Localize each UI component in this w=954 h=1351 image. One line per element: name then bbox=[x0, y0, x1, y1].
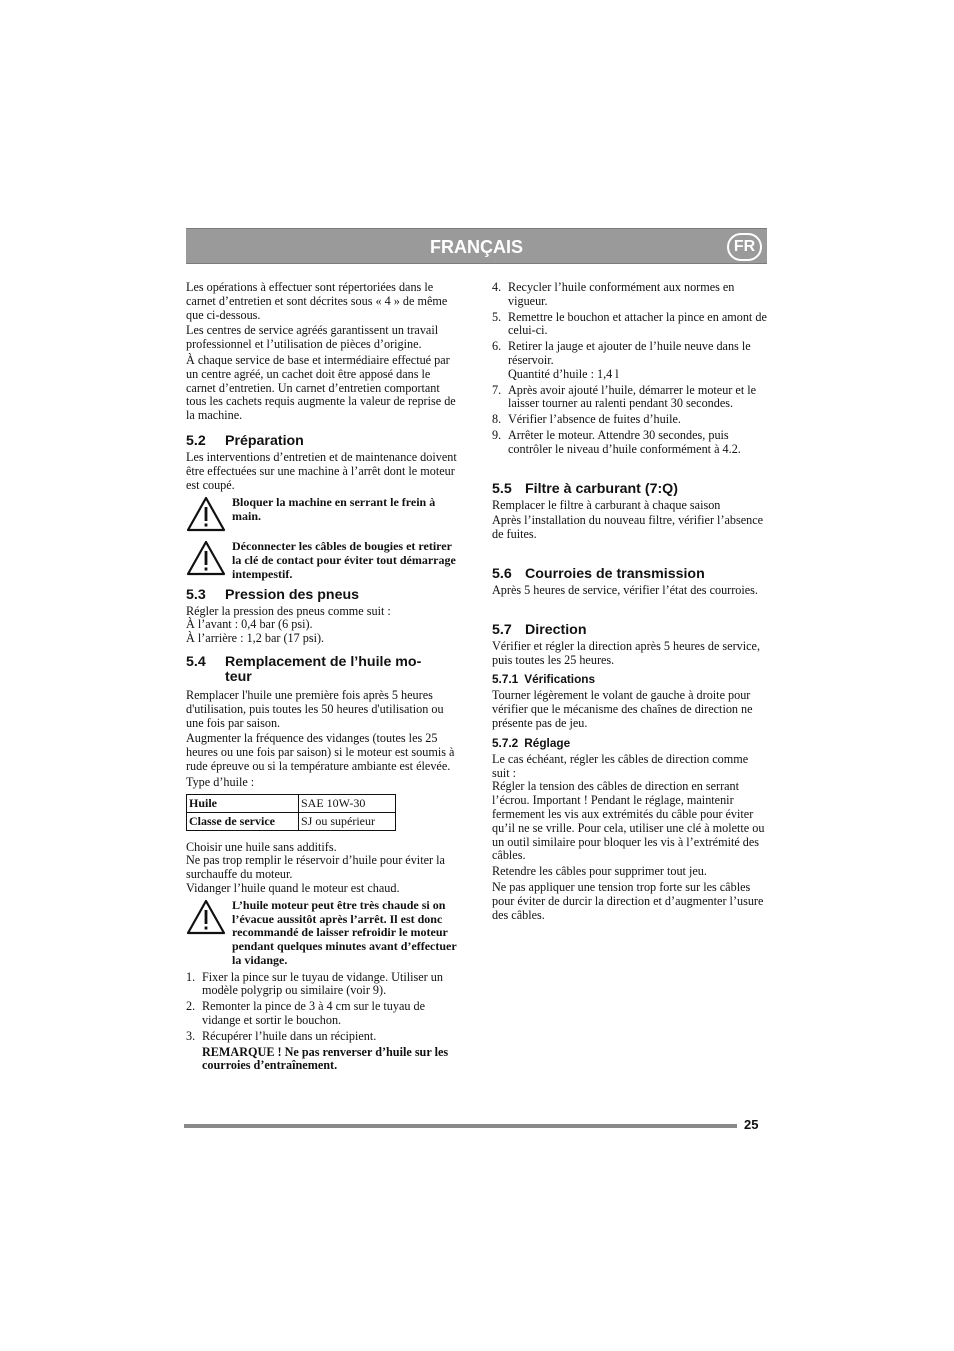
section-5-5-paragraph-1: Remplacer le filtre à carburant à chaque saison bbox=[492, 497, 721, 512]
list-item: 3. Récupérer l’huile dans un récipient. bbox=[186, 1028, 377, 1043]
list-item: 6. Retirer la jauge et ajouter de l’huile neuve dans le réservoir. bbox=[492, 339, 751, 367]
table-cell: Classe de service bbox=[187, 812, 299, 830]
section-5-7-2-paragraph-4: Ne pas appliquer une tension trop forte sur les câbles pour éviter de durcir la direction et d’augmenter l’usure des câbles. bbox=[492, 879, 764, 922]
section-5-4-paragraph-5: Ne pas trop remplir le réservoir d’huile pour éviter la surchauffe du moteur. bbox=[186, 853, 445, 882]
table-row bbox=[187, 794, 396, 812]
oil-quantity: Quantité d’huile : 1,4 l bbox=[508, 366, 619, 381]
footer-rule bbox=[184, 1124, 737, 1128]
tire-pressure-line-2: À l’avant : 0,4 bar (6 psi). bbox=[186, 617, 313, 632]
list-item: 2. Remonter la pince de 3 à 4 cm sur le tuyau de vidange et sortir le bouchon. bbox=[186, 999, 426, 1028]
oil-type-label: Type d’huile : bbox=[186, 774, 255, 789]
warning-block-spark-plugs bbox=[186, 540, 462, 581]
list-item: 7. Après avoir ajouté l’huile, démarrer le moteur et le laisser tourner au ralenti pendant 30 secondes. bbox=[492, 382, 757, 411]
intro-paragraph-2: Les centres de service agréés garantissent un travail professionnel et l’utilisation de pièces d’origine. bbox=[186, 323, 439, 352]
list-item: 5. Remettre le bouchon et attacher la pince en amont de celui-ci. bbox=[492, 309, 767, 338]
table-cell: Huile bbox=[187, 794, 299, 812]
section-5-5-heading: 5.5 Filtre à carburant (7:Q) bbox=[492, 480, 678, 497]
warning-triangle-icon bbox=[186, 496, 232, 536]
intro-paragraph-3: À chaque service de base et intermédiaire effectué par un centre agréé, un cachet doit être apposé dans le carnet d’entretien. Un carnet d’entretien comportant tous les cachets requis augmente la valeur de reprise de la machine. bbox=[186, 352, 456, 423]
section-5-4-paragraph-1: Remplacer l'huile une première fois après 5 heures d'utilisation, puis toutes les 50 heures d'utilisation ou une fois par saison. bbox=[186, 687, 444, 730]
section-5-5-paragraph-2: Après l’installation du nouveau filtre, vérifier l’absence de fuites. bbox=[492, 513, 764, 542]
section-5-7-2-paragraph-1: Le cas échéant, régler les câbles de direction comme suit : bbox=[492, 751, 749, 780]
table-cell: SJ ou supérieur bbox=[299, 812, 396, 830]
table-cell: SAE 10W-30 bbox=[299, 794, 396, 812]
warning-text-brake: Bloquer la machine en serrant le frein à main. bbox=[232, 495, 436, 524]
list-item: 4. Recycler l’huile conformément aux normes en vigueur. bbox=[492, 280, 735, 308]
section-5-6-heading: 5.6 Courroies de transmission bbox=[492, 565, 705, 582]
left-column bbox=[186, 281, 462, 1075]
list-item: 8. Vérifier l’absence de fuites d’huile. bbox=[492, 412, 681, 427]
section-5-4-paragraph-6: Vidanger l’huile quand le moteur est chaud. bbox=[186, 880, 400, 895]
list-item: 1. Fixer la pince sur le tuyau de vidange. Utiliser un modèle polygrip ou similaire (voir 9). bbox=[186, 969, 443, 998]
section-5-4-paragraph-2: Augmenter la fréquence des vidanges (toutes les 25 heures ou une fois par saison) si le moteur est soumis à rude épreuve ou si la température ambiante est élevée. bbox=[186, 731, 455, 773]
language-title: FRANÇAIS bbox=[430, 237, 523, 257]
section-5-7-heading: 5.7 Direction bbox=[492, 621, 587, 638]
warning-block-brake bbox=[186, 496, 462, 536]
warning-block-hot-oil bbox=[186, 899, 462, 968]
page-number: 25 bbox=[744, 1117, 759, 1132]
language-code-badge: FR bbox=[727, 233, 762, 261]
section-5-2-text: Les interventions d’entretien et de maintenance doivent être effectuées sur une machine à l’arrêt dont le moteur est coupé. bbox=[186, 449, 457, 492]
table-row bbox=[187, 812, 396, 830]
remark-note: REMARQUE ! Ne pas renverser d’huile sur les courroies d’entraînement. bbox=[202, 1044, 449, 1073]
tire-pressure-line-3: À l’arrière : 1,2 bar (17 psi). bbox=[186, 631, 325, 646]
warning-triangle-icon bbox=[186, 899, 232, 939]
right-column bbox=[492, 281, 768, 924]
section-5-6-paragraph-1: Après 5 heures de service, vérifier l’état des courroies. bbox=[492, 582, 758, 597]
section-5-7-2-paragraph-3: Retendre les câbles pour supprimer tout jeu. bbox=[492, 864, 707, 879]
section-5-7-paragraph-1: Vérifier et régler la direction après 5 heures de service, puis toutes les 25 heures. bbox=[492, 638, 760, 667]
section-5-4-heading: 5.4 Remplacement de l’huile mo- teur bbox=[186, 653, 422, 685]
section-5-7-2-heading: 5.7.2 Réglage bbox=[492, 735, 571, 750]
warning-text-hot-oil: L’huile moteur peut être très chaude si on l’évacue aussitôt après l’arrêt. Il est donc recommandé de laisser refroidir le moteur pendant quelques minutes avant d’effectuer la vidange. bbox=[232, 897, 457, 967]
language-header-bar bbox=[186, 228, 767, 264]
intro-paragraph-1: Les opérations à effectuer sont répertoriées dans le carnet d’entretien et sont décrites sous « 4 » de même que ci-dessous. bbox=[186, 280, 448, 322]
section-5-2-heading: 5.2 Préparation bbox=[186, 432, 304, 449]
tire-pressure-line-1: Régler la pression des pneus comme suit : bbox=[186, 603, 391, 618]
section-5-7-1-paragraph-1: Tourner légèrement le volant de gauche à droite pour vérifier que le mécanisme des chaînes de direction ne présente pas de jeu. bbox=[492, 688, 753, 730]
section-5-3-heading: 5.3 Pression des pneus bbox=[186, 586, 360, 603]
list-item: 9. Arrêter le moteur. Attendre 30 secondes, puis contrôler le niveau d’huile conformément à 4.2. bbox=[492, 427, 741, 456]
oil-spec-table bbox=[186, 794, 396, 831]
warning-text-spark-plugs: Déconnecter les câbles de bougies et retirer la clé de contact pour éviter tout démarrage intempestif. bbox=[232, 539, 456, 581]
section-5-7-1-heading: 5.7.1 Vérifications bbox=[492, 672, 596, 687]
section-5-7-2-paragraph-2: Régler la tension des câbles de direction en serrant l’écrou. Important ! Pendant le réglage, maintenir fermement les vis aux extrémités du câble pour éviter qu’il ne se vrille. Pour cela, utiliser une clé à molette ou un outil similaire pour bloquer les vis à l’extrémité des câbles. bbox=[492, 779, 765, 863]
section-5-4-paragraph-4: Choisir une huile sans additifs. bbox=[186, 839, 337, 854]
warning-triangle-icon bbox=[186, 540, 232, 580]
